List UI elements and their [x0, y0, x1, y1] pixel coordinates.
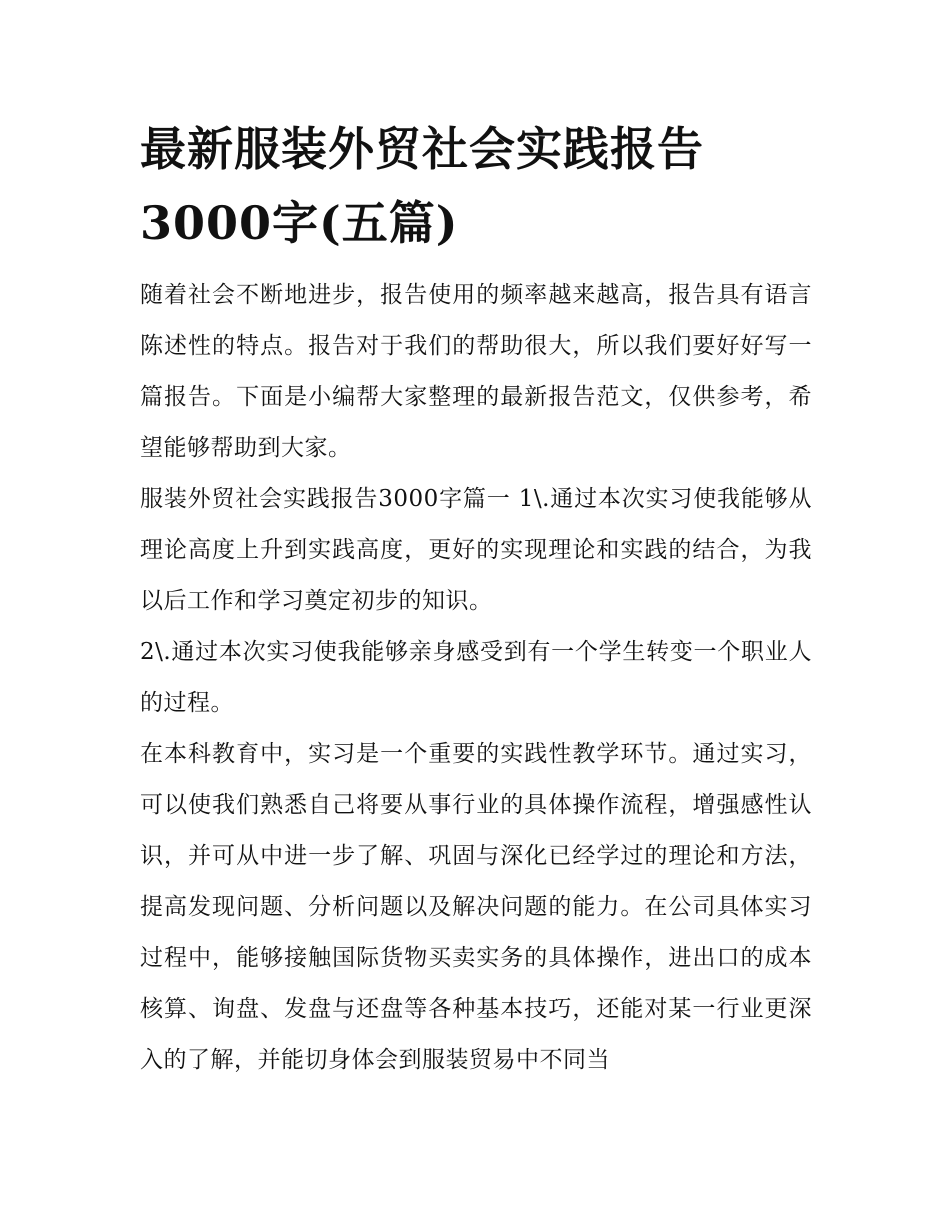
- document-body: [140, 112, 812, 1086]
- paragraph-section-one: 服装外贸社会实践报告3000字篇一 1\.通过本次实习使我能够从理论高度上升到实践高度，更好的实现理论和实践的结合，为我以后工作和学习奠定初步的知识。: [140, 486, 812, 614]
- document-title: 最新服装外贸社会实践报告3000字(五篇): [140, 122, 704, 250]
- paragraph-internship: 在本科教育中，实习是一个重要的实践性教学环节。通过实习，可以使我们熟悉自己将要从事行业的具体操作流程，增强感性认识，并可从中进一步了解、巩固与深化已经学过的理论和方法，提高发现问题、分析问题以及解决问题的能力。在公司具体实习过程中，能够接触国际货物买卖实务的具体操作，进出口的成本核算、询盘、发盘与还盘等各种基本技巧，还能对某一行业更深入的了解，并能切身体会到服装贸易中不同当: [140, 741, 812, 1073]
- paragraph-point-two: 2\.通过本次实习使我能够亲身感受到有一个学生转变一个职业人的过程。: [140, 639, 812, 716]
- paragraph-intro: 随着社会不断地进步，报告使用的频率越来越高，报告具有语言陈述性的特点。报告对于我们的帮助很大，所以我们要好好写一篇报告。下面是小编帮大家整理的最新报告范文，仅供参考，希望能够帮助到大家。: [140, 282, 812, 461]
